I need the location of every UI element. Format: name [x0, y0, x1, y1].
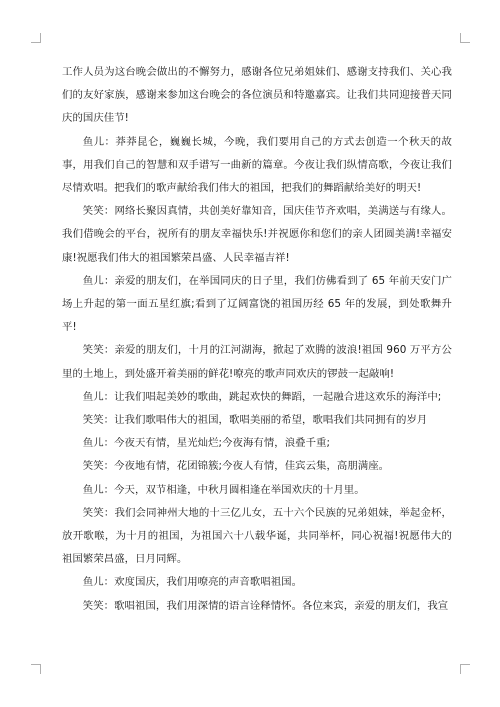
crop-mark-bottom-right: [460, 664, 470, 674]
paragraph-2: 鱼儿：莽莽昆仑，巍巍长城，今晚，我们要用自己的方式去创造一个秋天的故事，用我们自己的智慧和双手谱写一曲新的篇章。今夜让我们纵情高歌，今夜让我们尽情欢唱。把我们的歌声献给我们伟大的祖国，把我们的舞蹈献给美好的明天!: [62, 135, 452, 195]
paragraph-3: 笑笑：网络长聚因真情，共创美好靠知音，国庆佳节齐欢唱，美满送与有缘人。我们借晚会的平台，祝所有的朋友幸福快乐!并祝愿你和您们的亲人团圆美满!幸福安康!祝愿我们伟大的祖国繁荣昌盛、人民幸福吉祥!: [62, 205, 452, 264]
paragraph-7: 笑笑：让我们歌唱伟大的祖国，歌唱美丽的希望，歌唱我们共同拥有的岁月: [82, 414, 428, 427]
crop-mark-top-right: [460, 33, 470, 43]
paragraph-5: 笑笑：亲爱的朋友们，十月的江河湖海，掀起了欢腾的波浪!祖国 960 万平方公里的土地上，到处盛开着美丽的鲜花!嘹亮的歌声同欢庆的锣鼓一起敲响!: [62, 344, 452, 380]
document-body: [62, 61, 452, 618]
paragraph-6: 鱼儿：让我们唱起美妙的歌曲，跳起欢快的舞蹈，一起融合进这欢乐的海洋中;: [82, 390, 442, 403]
paragraph-12: 鱼儿：欢度国庆，我们用嘹亮的声音歌唱祖国。: [82, 576, 303, 589]
paragraph-10: 鱼儿：今天，双节相逢，中秋月圆相逢在举国欢庆的十月里。: [82, 483, 365, 496]
crop-mark-top-left: [31, 33, 41, 43]
paragraph-4: 鱼儿：亲爱的朋友们，在举国同庆的日子里，我们仿佛看到了 65 年前天安门广场上升起的第一面五星红旗;看到了辽阔富饶的祖国历经 65 年的发展，到处歌舞升平!: [62, 274, 452, 334]
paragraph-1: 工作人员为这台晚会做出的不懈努力，感谢各位兄弟姐妹们、感谢支持我们、关心我们的友好家族，感谢来参加这台晚会的各位演员和特邀嘉宾。让我们共同迎接普天同庆的国庆佳节!: [62, 66, 452, 125]
paragraph-9: 笑笑：今夜地有情，花团锦簇;今夜人有情，佳宾云集，高朋满座。: [82, 460, 390, 473]
crop-mark-bottom-left: [31, 664, 41, 674]
paragraph-13: 笑笑：歌唱祖国，我们用深情的语言诠释情怀。各位来宾，亲爱的朋友们，我宣: [82, 599, 449, 612]
paragraph-11: 笑笑：我们会同神州大地的十三亿儿女，五十六个民族的兄弟姐妹，举起金杯，放开歌喉，为十月的祖国，为祖国六十八载华诞，共同举杯，同心祝福!祝愿伟大的祖国繁荣昌盛，日月同辉。: [62, 506, 452, 566]
paragraph-8: 鱼儿：今夜天有情，星光灿烂;今夜海有情，浪叠千重;: [82, 437, 331, 450]
